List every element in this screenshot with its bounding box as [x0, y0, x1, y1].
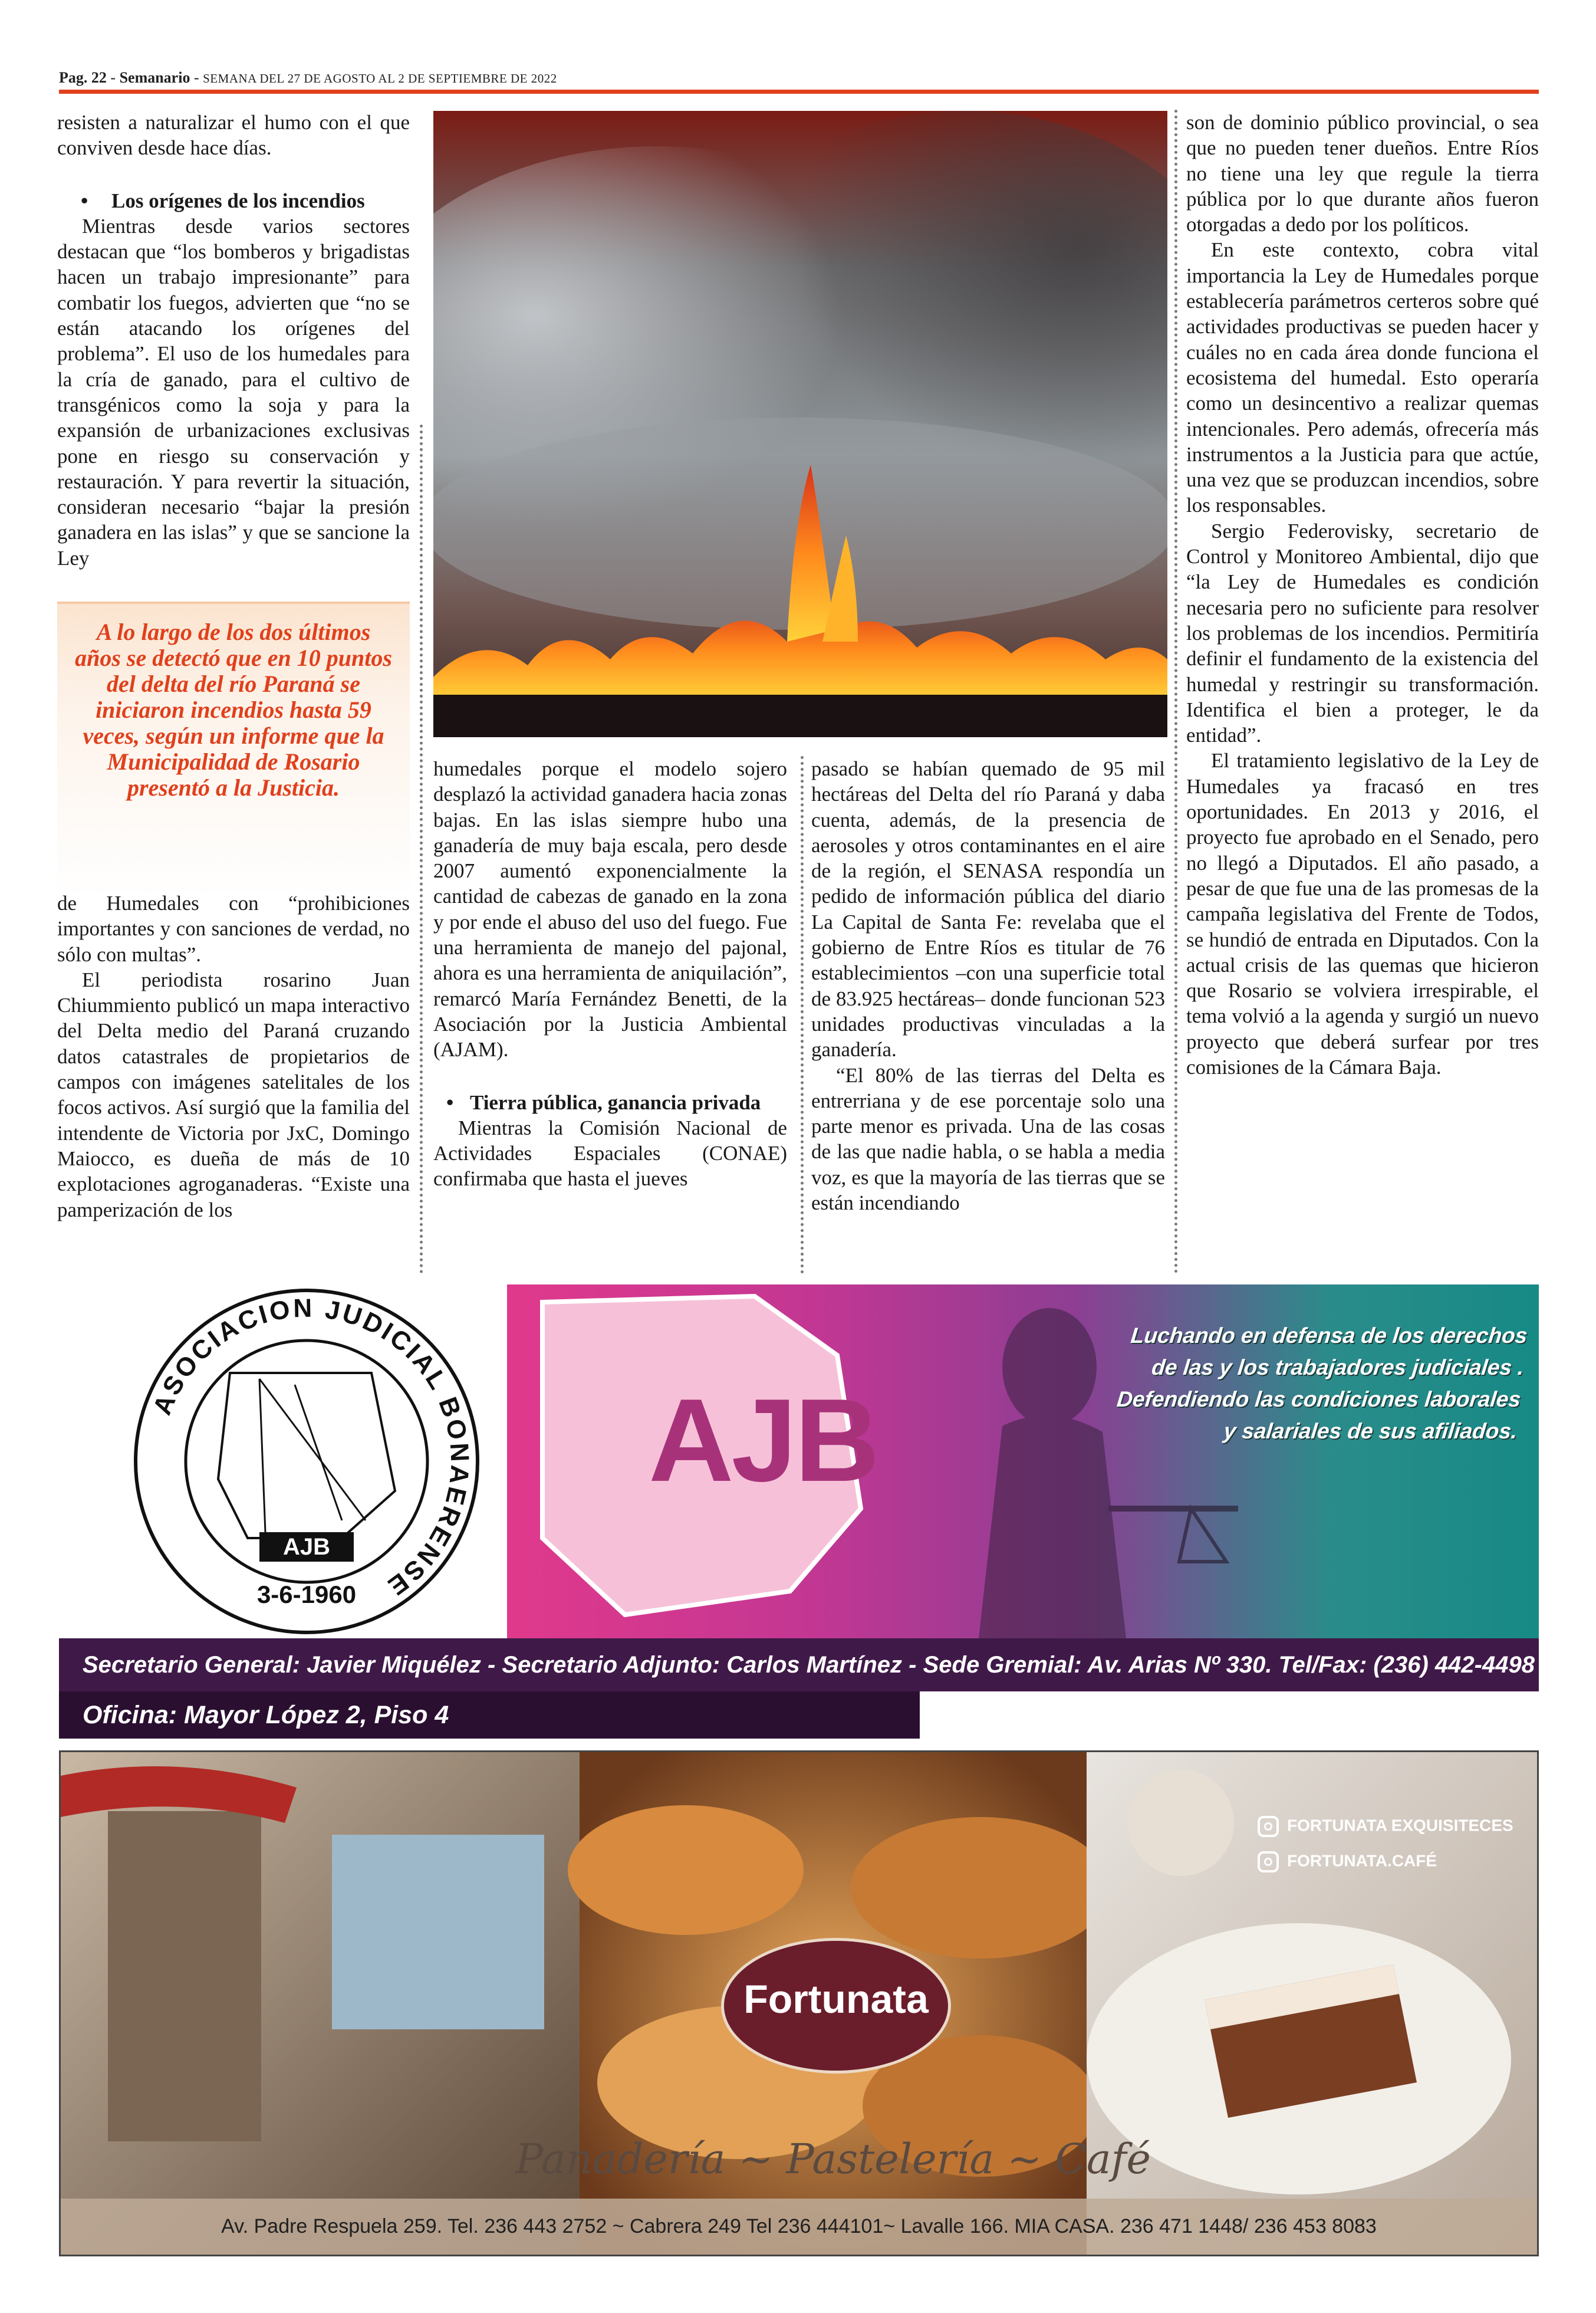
fortunata-advertisement[interactable]: [59, 1750, 1539, 2256]
article-paragraph: resisten a naturalizar el humo con el que conviven desde hace días.: [57, 111, 410, 160]
header-separator-2: -: [190, 69, 203, 86]
article-column-1-top: [57, 110, 410, 571]
ajb-office-bar: [59, 1691, 920, 1739]
bullet-icon: •: [446, 1090, 454, 1114]
fortunata-brand-name: Fortunata: [743, 1977, 929, 2022]
article-paragraph: Mientras desde varios sectores destacan que “los bomberos y brigadistas hacen un trabajo impresionante” para combatir los fuegos, advierten que “no se están atacando los orígenes del problema”. El uso de los humedales para la cría de ganado, para el cultivo de transgénicos como la soja y para la expansión de urbanizaciones exclusivas pone en riesgo su conservación y restauración. Y para revertir la situación, consideran necesario “bajar la presión ganadera en las islas” y que se sancione la Ley: [57, 214, 410, 570]
column-divider: [420, 425, 423, 1274]
fortunata-logo-badge: [721, 1938, 951, 2074]
ajb-slogan: [1068, 1320, 1529, 1447]
bullet-icon: •: [81, 189, 88, 212]
ajb-slogan-line: y salariales de sus afiliados.: [1222, 1419, 1519, 1443]
article-column-4: [1186, 110, 1539, 1080]
article-column-3: [811, 756, 1165, 1215]
ajb-color-band: [507, 1284, 1539, 1638]
header-separator: -: [106, 69, 120, 86]
ajb-seal-date: 3-6-1960: [256, 1581, 357, 1608]
fortunata-tagline: Panadería ~ Pastelería ~ Café: [515, 2135, 1151, 2183]
article-column-2: [433, 756, 787, 1192]
page-number: Pag. 22: [59, 69, 107, 86]
issue-week: SEMANA DEL 27 DE AGOSTO AL 2 DE SEPTIEMBRE DE 2022: [203, 71, 557, 86]
fortunata-instagram-1[interactable]: [1258, 1816, 1513, 1837]
ajb-slogan-line: Luchando en defensa de los derechos: [1130, 1323, 1529, 1348]
header-rule: [59, 90, 1539, 94]
article-paragraph: son de dominio público provincial, o sea que no pueden tener dueños. Entre Ríos no tiene una ley que regule la tierra pública por lo que durante años fueron otorgadas a dedo por los políticos.: [1186, 111, 1539, 236]
ajb-slogan-line: Defendiendo las condiciones laborales: [1115, 1387, 1522, 1411]
article-paragraph: Mientras la Comisión Nacional de Actividades Espaciales (CONAE) confirmaba que hasta el jueves: [433, 1116, 787, 1191]
fortunata-social-handle: FORTUNATA EXQUISITECES: [1287, 1816, 1513, 1835]
subheading-origins: [57, 188, 410, 213]
instagram-icon: [1258, 1851, 1279, 1872]
ajb-seal-area: [59, 1284, 507, 1638]
wildfire-photo: [433, 111, 1167, 737]
article-paragraph: El tratamiento legislativo de la Ley de Humedales ya fracasó en tres oportunidades. En 2013 y 2016, el proyecto fue aprobado en el Senado, pero no llegó a Diputados. El año pasado, a pesar de que fue una de las promesas de la campaña legislativa del Frente de Todos, se hundió de entrada en Diputados. Con la actual crisis de las quemas que hicieron que Rosario se volviera irrespirable, el tema volvió a la agenda y surgió un nuevo proyecto que deberá surfear por tres comisiones de la Cámara Baja.: [1186, 749, 1539, 1079]
ajb-big-logo: AJB: [649, 1375, 878, 1506]
ajb-slogan-line: de las y los trabajadores judiciales .: [1150, 1355, 1526, 1379]
publication-name: Semanario: [119, 69, 190, 86]
pull-quote-text: A lo largo de los dos últimos años se detectó que en 10 puntos del delta del río Paraná se iniciaron incendios hasta 59 veces, según un informe que la Municipalidad de Rosario presentó a la Justicia.: [75, 619, 392, 801]
article-paragraph: de Humedales con “prohibiciones importantes y con sanciones de verdad, no sólo con multas”.: [57, 892, 410, 966]
pull-quote: [57, 602, 410, 899]
ajb-advertisement[interactable]: [59, 1284, 1539, 1739]
fortunata-address-bar: Av. Padre Respuela 259. Tel. 236 443 2752 ~ Cabrera 249 Tel 236 444101~ Lavalle 166. MIA CASA. 236 471 1448/ 236 453 8083: [61, 2199, 1537, 2255]
instagram-icon: [1258, 1816, 1279, 1837]
column-divider: [801, 756, 804, 1274]
ajb-contact-text: Secretario General: Javier Miquélez - Secretario Adjunto: Carlos Martínez - Sede Gremial: Av. Arias Nº 330. Tel/Fax: (236) 442-4498: [83, 1652, 1535, 1678]
article-paragraph: humedales porque el modelo sojero desplazó la actividad ganadera hacia zonas bajas. En las islas siempre hubo una ganadería de muy baja escala, pero desde 2007 aumentó exponencialmente la cantidad de cabezas de ganado en la zona y por ende el abuso del uso del fuego. Fue una herramienta de manejo del pajonal, ahora es una herramienta de aniquilación”, remarcó María Fernández Benetti, de la Asociación por la Justicia Ambiental (AJAM).: [433, 757, 787, 1062]
ajb-office-text: Oficina: Mayor López 2, Piso 4: [83, 1701, 449, 1729]
ajb-seal-ring-text: ASOCIACION JUDICIAL BONAERENSE: [147, 1293, 475, 1602]
fortunata-social-handle: FORTUNATA.CAFÉ: [1287, 1851, 1437, 1870]
article-paragraph: Sergio Federovisky, secretario de Control y Monitoreo Ambiental, dijo que “la Ley de Humedales es condición necesaria pero no suficiente para resolver los problemas de los incendios. Permitiría definir el fundamento de la existencia del humedal y restringir su transformación. Identifica el bien a proteger, le da entidad”.: [1186, 519, 1539, 747]
column-divider: [1174, 110, 1177, 1274]
article-paragraph: En este contexto, cobra vital importancia la Ley de Humedales porque establecería parámetros certeros sobre qué actividades productivas se pueden hacer y cuáles no en cada área donde funciona el ecosistema del humedal. Esto operaría como un desincentivo a realizar quemas intencionales. Pero además, ofrecería más instrumentos a la Justicia para que actúe, una vez que se produzcan incendios, sobre los responsables.: [1186, 238, 1539, 517]
page-header: [59, 64, 1539, 92]
article-paragraph: El periodista rosarino Juan Chiummiento publicó un mapa interactivo del Delta medio del Paraná cruzando datos catastrales de propietarios de campos con imágenes satelitales de los focos activos. Así surgió que la familia del intendente de Victoria por JxC, Domingo Maiocco, es dueña de más de 10 explotaciones agroganaderas. “Existe una pamperización de los: [57, 968, 410, 1221]
wildfire-photo-graphic: [433, 111, 1167, 737]
article-column-1-bottom: [57, 891, 410, 1223]
fortunata-instagram-2[interactable]: [1258, 1851, 1437, 1872]
ajb-contact-bar: [59, 1638, 1539, 1691]
ajb-seal-logo: [118, 1284, 495, 1638]
article-paragraph: “El 80% de las tierras del Delta es entrerriana y de ese porcentaje solo una parte menor es privada. Una de las cosas de las que nadie habla, o se habla a media voz, es que la mayoría de las tierras que se están incendiando: [811, 1063, 1165, 1215]
ajb-seal-initials: AJB: [282, 1534, 331, 1560]
subheading-text: Los orígenes de los incendios: [111, 189, 365, 212]
subheading-text: Tierra pública, ganancia privada: [470, 1090, 761, 1114]
article-paragraph: pasado se habían quemado de 95 mil hectáreas del Delta del río Paraná y daba cuenta, además, de la presencia de aerosoles y otros contaminantes en el aire de la región, el SENASA respondía un pedido de información pública del diario La Capital de Santa Fe: revelaba que el gobierno de Entre Ríos es titular de 76 establecimientos –con una superficie total de 83.925 hectáreas– donde funcionan 523 unidades productivas vinculadas a la ganadería.: [811, 757, 1165, 1062]
subheading-public-land: [433, 1090, 787, 1115]
